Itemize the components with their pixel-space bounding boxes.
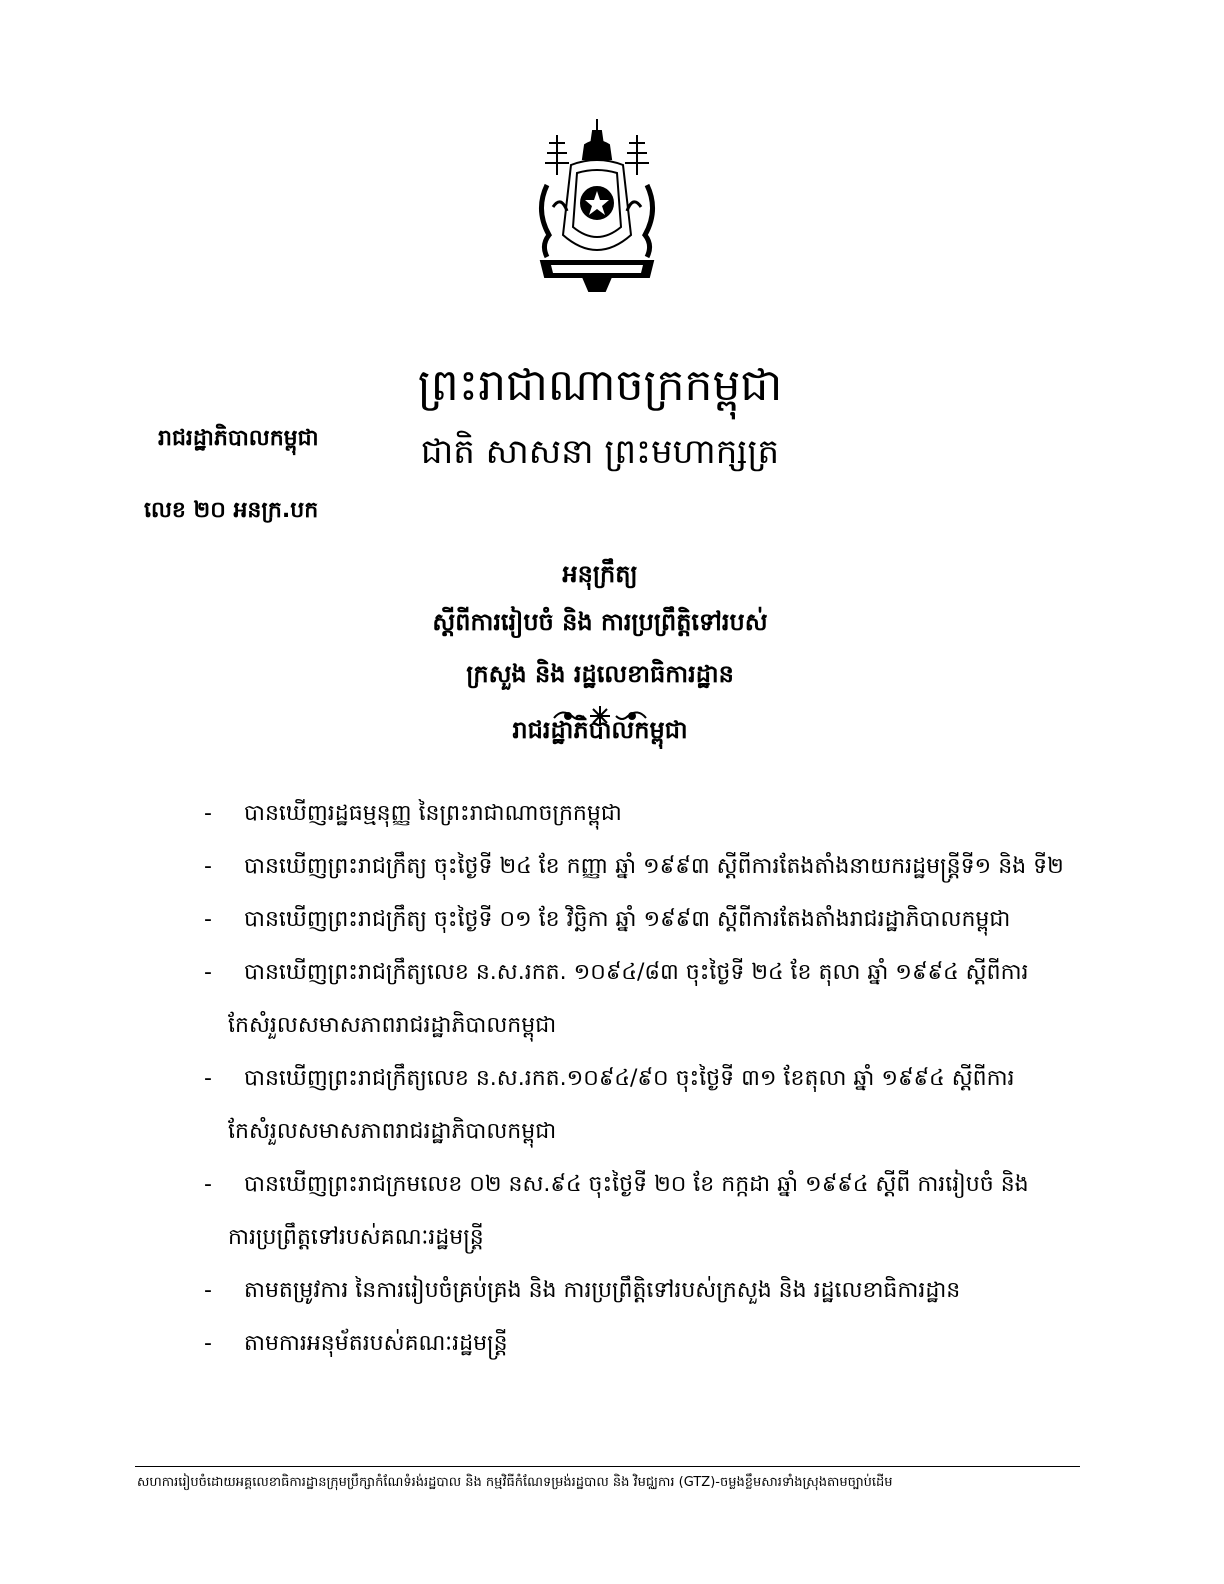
royal-coat-of-arms-icon [527,115,667,295]
list-item [200,840,1100,893]
list-dash: - [204,1278,212,1303]
document-subject-line-2: ក្រសួង និង រដ្ឋលេខាធិការដ្ឋាន [466,660,734,688]
list-dash: - [204,1331,212,1356]
national-motto: ជាតិ សាសនា ព្រះមហាក្សត្រ [420,432,780,472]
list-item-text: បានឃើញព្រះរាជក្រឹត្យ ចុះថ្ងៃទី ០១ ខែ វិច្ឆិកា ឆ្នាំ ១៩៩៣ ស្តីពីការតែងតាំងរាជរដ្ឋាភិបាលកម្ពុជា [244,907,1011,932]
list-item-continuation: ការប្រព្រឹត្តទៅរបស់គណៈរដ្ឋមន្ត្រី [228,1225,484,1250]
list-item [200,1264,1100,1317]
list-item-text: បានឃើញព្រះរាជក្រមលេខ ០២ នស.៩៤ ចុះថ្ងៃទី ២០ ខែ កក្កដា ឆ្នាំ ១៩៩៤ ស្តីពី ការរៀបចំ និង [244,1172,1029,1197]
list-item-text: តាមការអនុម័តរបស់គណៈរដ្ឋមន្ត្រី [244,1331,508,1356]
list-item-continuation: កែសំរួលសមាសភាពរាជរដ្ឋាភិបាលកម្ពុជា [228,1119,557,1144]
list-dash: - [204,854,212,879]
list-item [200,893,1100,946]
list-item-text: បានឃើញរដ្ឋធម្មនុញ្ញ នៃព្រះរាជាណាចក្រកម្ពុជា [244,801,622,826]
list-item [200,1158,1100,1264]
list-item-text: បានឃើញព្រះរាជក្រឹត្យ ចុះថ្ងៃទី ២៤ ខែ កញ្ញា ឆ្នាំ ១៩៩៣ ស្តីពីការតែងតាំងនាយករដ្ឋមន្ត្រីទី១ និង ទី២ [244,854,1064,879]
kingdom-title: ព្រះរាជាណាចក្រកម្ពុជា [417,360,783,411]
issuing-authority: រាជរដ្ឋាភិបាលកម្ពុជា [158,426,319,451]
list-dash: - [204,1172,212,1197]
list-item-text: តាមតម្រូវការ នៃការរៀបចំគ្រប់គ្រង និង ការប្រព្រឹត្តិទៅរបស់ក្រសួង និង រដ្ឋលេខាធិការដ្ឋាន [244,1278,961,1303]
footer-divider [135,1466,1080,1467]
list-item [200,787,1100,840]
considerations-list [200,787,1100,1370]
issuing-authority-heading: រាជរដ្ឋាភិបាលកម្ពុជា [512,716,688,744]
list-item-text: បានឃើញព្រះរាជក្រឹត្យលេខ ន.ស.រកត. ១០៩៤/៨៣ ចុះថ្ងៃទី ២៤ ខែ តុលា ឆ្នាំ ១៩៩៤ ស្តីពីការ [244,960,1029,985]
list-dash: - [204,907,212,932]
list-dash: - [204,960,212,985]
footer-note: សហការរៀបចំដោយអគ្គលេខាធិការដ្ឋានក្រុមប្រឹក្សាកំណែទំរង់រដ្ឋបាល និង កម្មវិធីកំណែទម្រង់រដ្ឋបាល និង វិមជ្ឈការ (GTZ)-ចម្លងខ្លឹមសារទាំងស្រុងតាមច្បាប់ដើម [137,1475,893,1490]
document-type: អនុក្រឹត្យ [562,560,638,588]
list-item [200,1317,1100,1370]
list-dash: - [204,801,212,826]
document-number: លេខ ២០ អនក្រ.បក [144,498,319,523]
list-item-continuation: កែសំរួលសមាសភាពរាជរដ្ឋាភិបាលកម្ពុជា [228,1013,557,1038]
list-item-text: បានឃើញព្រះរាជក្រឹត្យលេខ ន.ស.រកត.១០៩៤/៩០ ចុះថ្ងៃទី ៣១ ខែតុលា ឆ្នាំ ១៩៩៤ ស្តីពីការ [244,1066,1015,1091]
list-item [200,1052,1100,1158]
list-dash: - [204,1066,212,1091]
list-item [200,946,1100,1052]
document-subject-line-1: ស្តីពីការរៀបចំ និង ការប្រព្រឹត្តិទៅរបស់ [432,608,768,636]
